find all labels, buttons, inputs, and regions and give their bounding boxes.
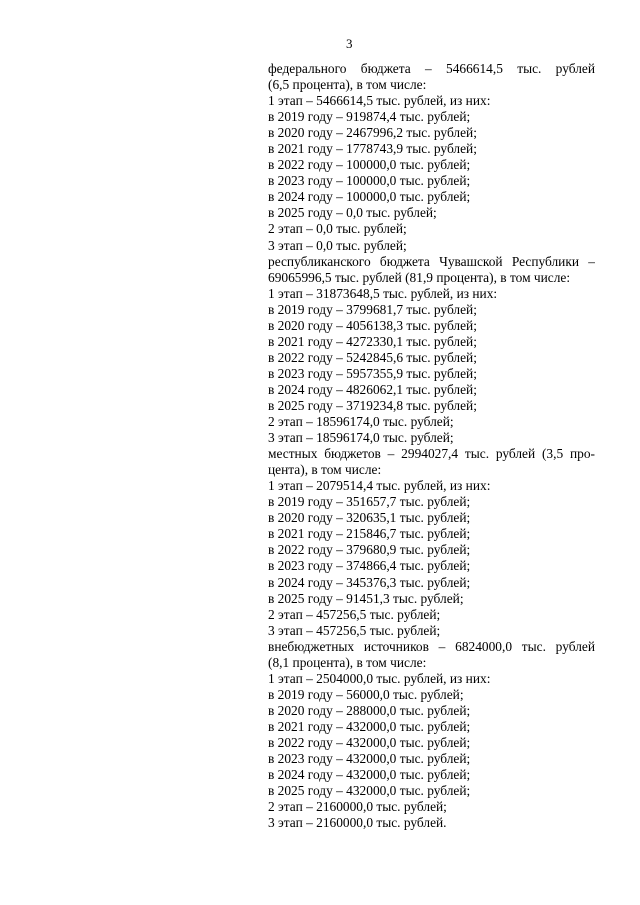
text-line: 2 этап – 18596174,0 тыс. рублей; <box>268 414 454 430</box>
text-line: в 2019 году – 919874,4 тыс. рублей; <box>268 109 471 125</box>
text-line: в 2019 году – 3799681,7 тыс. рублей; <box>268 301 477 317</box>
text-line: (8,1 процента), в том числе: <box>268 654 427 670</box>
text-line: в 2024 году – 4826062,1 тыс. рублей; <box>268 381 477 397</box>
text-line: в 2025 году – 0,0 тыс. рублей; <box>268 205 437 221</box>
text-line: в 2023 году – 432000,0 тыс. рублей; <box>268 751 471 767</box>
text-line: в 2024 году – 100000,0 тыс. рублей; <box>268 189 471 205</box>
text-line: 1 этап – 5466614,5 тыс. рублей, из них: <box>268 93 491 109</box>
text-line: в 2024 году – 345376,3 тыс. рублей; <box>268 574 471 590</box>
text-line: внебюджетных источников – 6824000,0 тыс. рублей <box>268 638 595 654</box>
text-line: республиканского бюджета Чувашской Республики – <box>268 253 595 269</box>
text-line: в 2019 году – 351657,7 тыс. рублей; <box>268 494 471 510</box>
text-line: 3 этап – 0,0 тыс. рублей; <box>268 237 407 253</box>
text-line: 3 этап – 457256,5 тыс. рублей; <box>268 622 441 638</box>
text-line: в 2022 году – 5242845,6 тыс. рублей; <box>268 349 477 365</box>
text-line: 2 этап – 457256,5 тыс. рублей; <box>268 606 441 622</box>
text-line: 2 этап – 2160000,0 тыс. рублей; <box>268 799 447 815</box>
text-line: в 2023 году – 5957355,9 тыс. рублей; <box>268 365 477 381</box>
text-line: в 2023 году – 100000,0 тыс. рублей; <box>268 173 471 189</box>
text-line: в 2022 году – 379680,9 тыс. рублей; <box>268 542 471 558</box>
text-line: (6,5 процента), в том числе: <box>268 77 427 93</box>
document-text-column <box>268 61 595 831</box>
text-line: в 2020 году – 288000,0 тыс. рублей; <box>268 702 471 718</box>
text-line: 3 этап – 2160000,0 тыс. рублей. <box>268 815 447 831</box>
text-line: 1 этап – 2504000,0 тыс. рублей, из них: <box>268 670 491 686</box>
text-line: 3 этап – 18596174,0 тыс. рублей; <box>268 430 454 446</box>
text-line: в 2021 году – 1778743,9 тыс. рублей; <box>268 141 477 157</box>
text-line: 2 этап – 0,0 тыс. рублей; <box>268 221 407 237</box>
text-line: в 2022 году – 100000,0 тыс. рублей; <box>268 157 471 173</box>
text-line: в 2022 году – 432000,0 тыс. рублей; <box>268 734 471 750</box>
text-line: в 2021 году – 215846,7 тыс. рублей; <box>268 526 471 542</box>
text-line: 1 этап – 31873648,5 тыс. рублей, из них: <box>268 285 498 301</box>
text-line: местных бюджетов – 2994027,4 тыс. рублей (3,5 про- <box>268 446 595 462</box>
text-line: в 2020 году – 4056138,3 тыс. рублей; <box>268 317 477 333</box>
text-line: в 2021 году – 4272330,1 тыс. рублей; <box>268 333 477 349</box>
text-line: в 2025 году – 91451,3 тыс. рублей; <box>268 590 464 606</box>
text-line: в 2020 году – 320635,1 тыс. рублей; <box>268 510 471 526</box>
text-line: в 2019 году – 56000,0 тыс. рублей; <box>268 686 464 702</box>
text-line: в 2020 году – 2467996,2 тыс. рублей; <box>268 125 477 141</box>
text-line: в 2021 году – 432000,0 тыс. рублей; <box>268 718 471 734</box>
text-line: в 2025 году – 432000,0 тыс. рублей; <box>268 783 471 799</box>
text-line: в 2023 году – 374866,4 тыс. рублей; <box>268 558 471 574</box>
text-line: цента), в том числе: <box>268 462 382 478</box>
text-line: 1 этап – 2079514,4 тыс. рублей, из них: <box>268 478 491 494</box>
text-line: 69065996,5 тыс. рублей (81,9 процента), в том числе: <box>268 269 571 285</box>
text-line: федерального бюджета – 5466614,5 тыс. рублей <box>268 61 595 76</box>
text-line: в 2025 году – 3719234,8 тыс. рублей; <box>268 397 477 413</box>
text-line: в 2024 году – 432000,0 тыс. рублей; <box>268 767 471 783</box>
page-number: 3 <box>346 36 353 51</box>
